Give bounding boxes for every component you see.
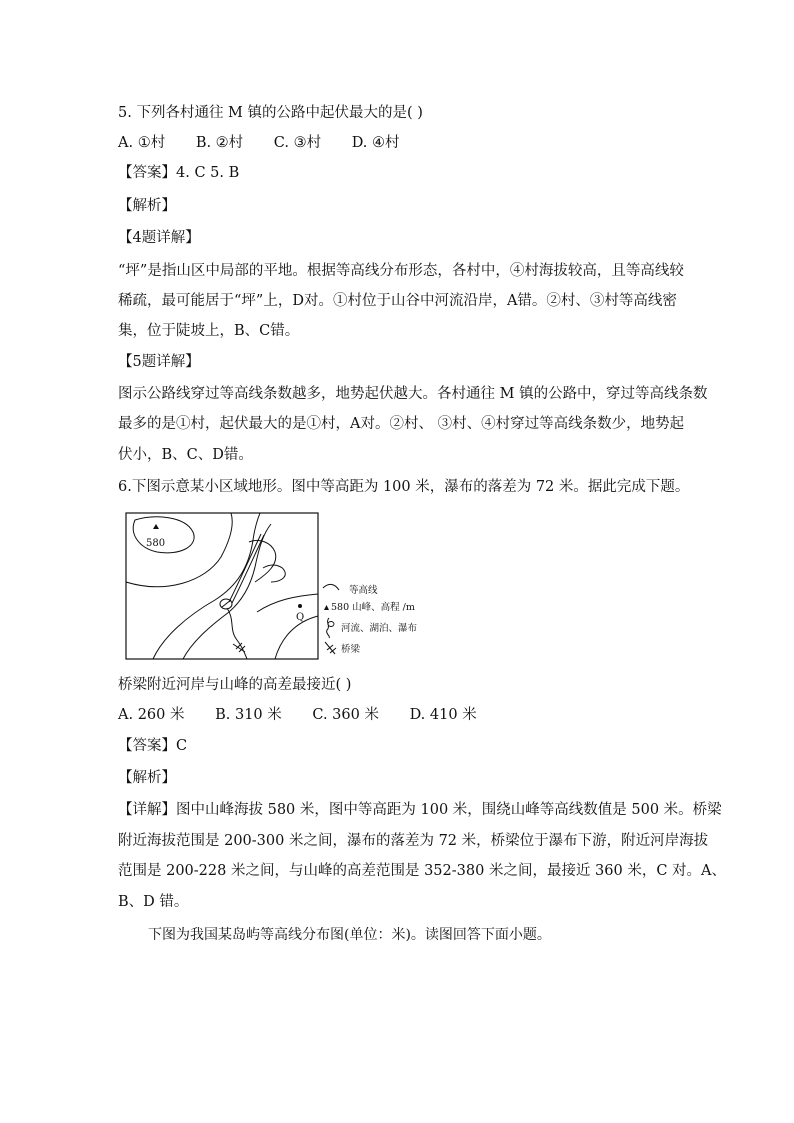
- waterfall-mark: [222, 600, 231, 607]
- legend-peak-symbol: [324, 605, 329, 610]
- q5-detail-line-1: 图示公路线穿过等高线条数越多，地势起伏越大。各村通往 M 镇的公路中，穿过等高线条数: [118, 386, 708, 402]
- contour-map-figure: [125, 512, 465, 662]
- q4-detail-line-3: 集，位于陡坡上，B、C错。: [118, 323, 300, 339]
- detail-6-line-4: B、D 错。: [118, 894, 189, 910]
- q5-detail-label: 【5题详解】: [118, 354, 200, 370]
- q4-detail-label: 【4题详解】: [118, 230, 200, 246]
- q5-option-d: D. ④村: [351, 135, 400, 151]
- legend-peak-label: 580 山峰、高程 /m: [331, 602, 415, 613]
- peak-triangle-icon: [153, 524, 159, 529]
- legend-water-label: 河流、湖泊、瀑布: [341, 623, 418, 634]
- q4-detail-line-1: “坪”是指山区中局部的平地。根据等高线分布形态，各村中，④村海拔较高，且等高线较: [118, 263, 684, 279]
- q-point-label: Q: [296, 612, 305, 623]
- q6-options: [118, 705, 503, 725]
- peak-value: 580: [146, 538, 166, 549]
- analysis-label: 【解析】: [118, 198, 176, 214]
- q5-option-b: B. ②村: [195, 135, 244, 151]
- q5-options: [118, 133, 426, 153]
- q6-option-c: C. 360 米: [312, 707, 379, 723]
- detail-6-line-3: 范围是 200-228 米之间，与山峰的高差范围是 352-380 米之间，最接近 360 米，C 对。A、: [118, 863, 727, 879]
- q6-intro: 6.下图示意某小区域地形。图中等高距为 100 米，瀑布的落差为 72 米。据此完成下题。: [118, 479, 690, 495]
- answer-6: 【答案】C: [118, 738, 188, 754]
- q6-option-b: B. 310 米: [215, 707, 282, 723]
- q6-stem: 桥梁附近河岸与山峰的高差最接近( ): [118, 677, 352, 693]
- detail-6-line-2: 附近海拔范围是 200-300 米之间，瀑布的落差为 72 米，桥梁位于瀑布下游，附近河岸海拔: [118, 833, 709, 849]
- analysis-6-label: 【解析】: [118, 770, 176, 786]
- q5-stem: 5. 下列各村通往 M 镇的公路中起伏最大的是( ): [118, 105, 423, 121]
- legend-contour-symbol: [323, 584, 339, 590]
- q4-detail-line-2: 稀疏，最可能居于“坪”上，D对。①村位于山谷中河流沿岸，A错。②村、③村等高线密: [118, 293, 677, 309]
- legend-bridge-label: 桥梁: [341, 644, 361, 655]
- q5-detail-line-2: 最多的是①村，起伏最大的是①村，A对。②村、 ③村、④村穿过等高线条数少，地势起: [118, 416, 685, 432]
- bridge: [233, 643, 245, 652]
- q-point-dot: [298, 604, 302, 608]
- q5-option-a: A. ①村: [118, 135, 166, 151]
- legend-water-symbol: [327, 618, 330, 638]
- detail-6-line-1: 【详解】图中山峰海拔 580 米，图中等高距为 100 米，围绕山峰等高线数值是 500 米。桥梁: [118, 802, 722, 818]
- q6-option-a: A. 260 米: [118, 707, 185, 723]
- contour-lines: [126, 513, 318, 659]
- legend-bridge-symbol: [325, 642, 336, 654]
- legend-contour-label: 等高线: [349, 585, 378, 596]
- map-frame: [126, 513, 318, 659]
- answer-45: 【答案】4. C 5. B: [118, 165, 240, 181]
- legend: [323, 584, 418, 655]
- next-question-intro: 下图为我国某岛屿等高线分布图(单位：米)。读图回答下面小题。: [148, 927, 551, 943]
- q5-option-c: C. ③村: [273, 135, 322, 151]
- q6-option-d: D. 410 米: [409, 707, 477, 723]
- q5-detail-line-3: 伏小，B、C、D错。: [118, 447, 253, 463]
